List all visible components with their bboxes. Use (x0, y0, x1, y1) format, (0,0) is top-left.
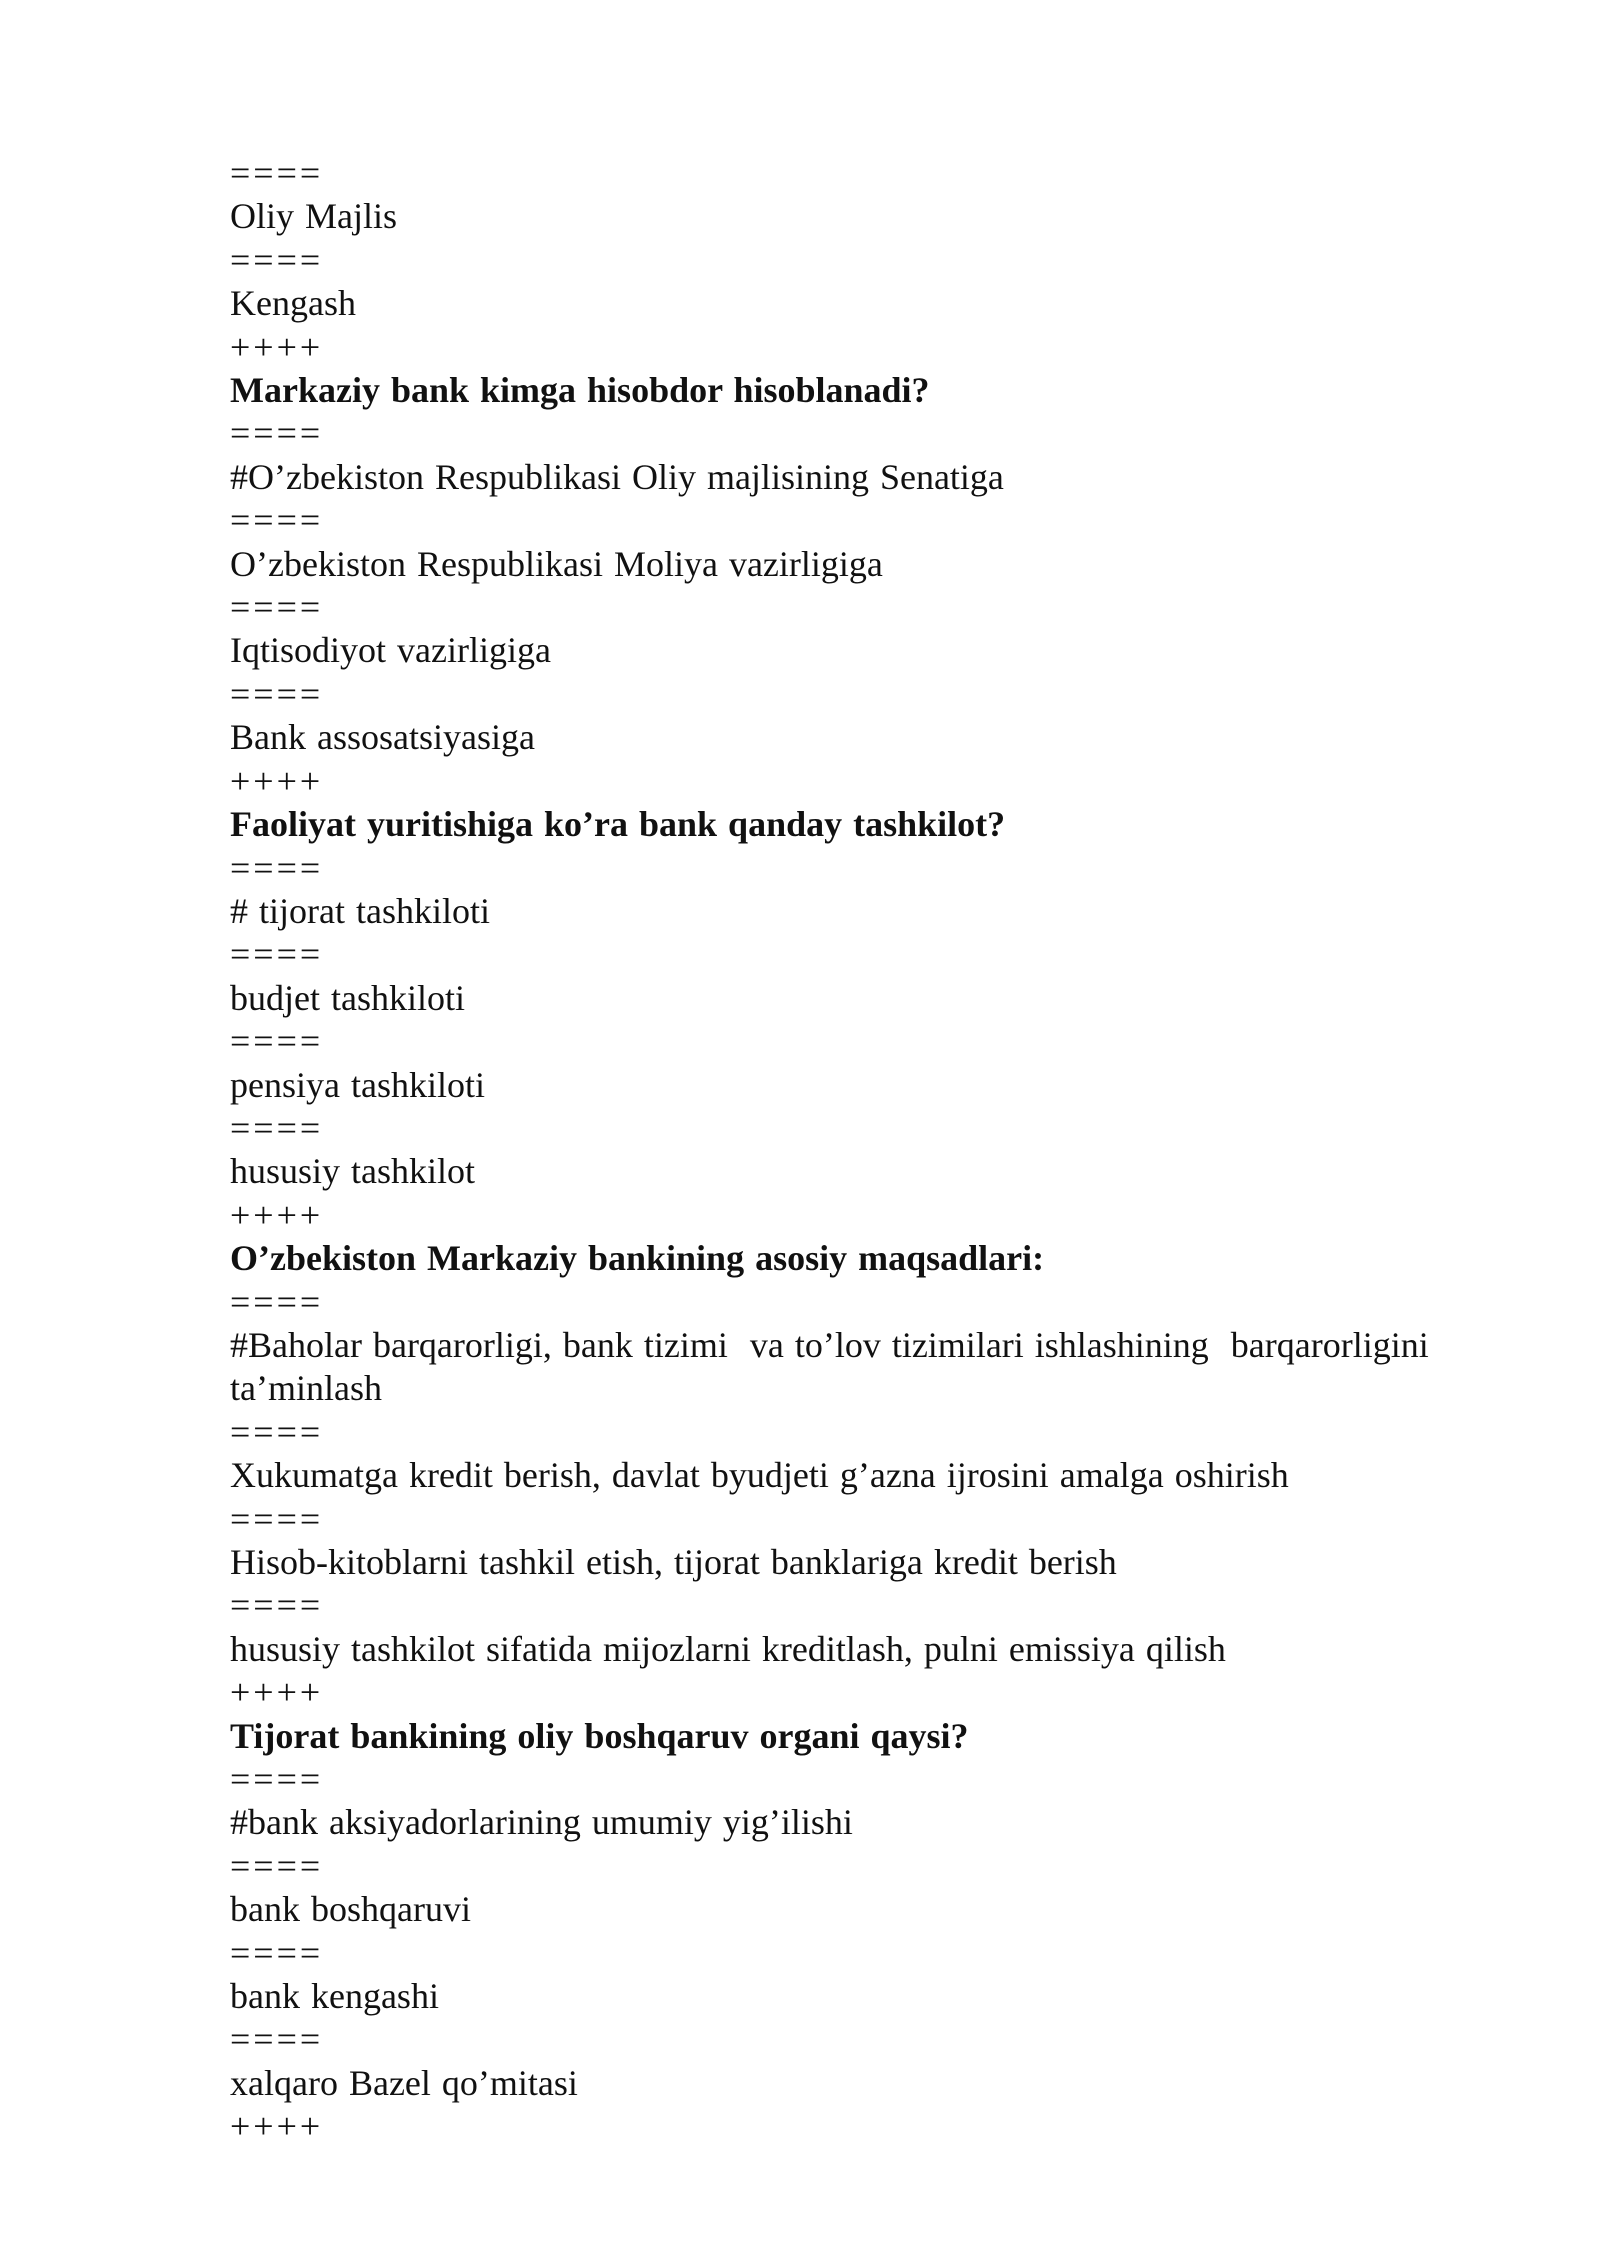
separator: ==== (230, 153, 324, 193)
answer-option: Bank assosatsiyasiga (230, 717, 535, 758)
answer-option-correct: #Baholar barqarorligi, bank tizimi va to’lov tizimilari ishlashining barqarorligini ta’minlash (230, 1324, 1440, 1409)
answer-option: hususiy tashkilot (230, 1151, 476, 1192)
answer-option: Oliy Majlis (230, 196, 398, 237)
question-separator: ++++ (230, 326, 324, 367)
answer-option-correct: #O’zbekiston Respublikasi Oliy majlisining Senatiga (230, 456, 1004, 497)
separator: ==== (230, 1759, 324, 1800)
question-separator: ++++ (230, 1672, 324, 1713)
separator: ==== (230, 1021, 324, 1062)
separator: ==== (230, 1411, 324, 1452)
separator: ==== (230, 673, 324, 714)
separator: ==== (230, 239, 324, 280)
answer-option: Iqtisodiyot vazirligiga (230, 630, 551, 671)
separator: ==== (230, 847, 324, 888)
answer-option: O’zbekiston Respublikasi Moliya vazirligiga (230, 543, 883, 584)
question-text: O’zbekiston Markaziy bankining asosiy maqsadlari: (230, 1238, 1045, 1279)
question-separator: ++++ (230, 1194, 324, 1235)
answer-option: hususiy tashkilot sifatida mijozlarni kreditlash, pulni emissiya qilish (230, 1628, 1226, 1669)
question-separator: ++++ (230, 2106, 324, 2147)
separator: ==== (230, 2019, 324, 2060)
document-page (230, 152, 1495, 2149)
answer-option: bank boshqaruvi (230, 1889, 471, 1930)
answer-option: budjet tashkiloti (230, 977, 465, 1018)
question-text: Faoliyat yuritishiga ko’ra bank qanday tashkilot? (230, 804, 1006, 845)
question-text: Markaziy bank kimga hisobdor hisoblanadi? (230, 370, 930, 411)
separator: ==== (230, 1932, 324, 1973)
answer-option: pensiya tashkiloti (230, 1064, 485, 1105)
separator: ==== (230, 934, 324, 975)
separator: ==== (230, 1498, 324, 1539)
separator: ==== (230, 1281, 324, 1322)
answer-option: xalqaro Bazel qo’mitasi (230, 2062, 578, 2103)
question-text: Tijorat bankining oliy boshqaruv organi qaysi? (230, 1715, 969, 1756)
answer-option: Kengash (230, 283, 356, 324)
separator: ==== (230, 587, 324, 628)
separator: ==== (230, 1585, 324, 1626)
question-separator: ++++ (230, 760, 324, 801)
answer-option-correct: # tijorat tashkiloti (230, 890, 490, 931)
separator: ==== (230, 1107, 324, 1148)
answer-option: Hisob-kitoblarni tashkil etish, tijorat banklariga kredit berish (230, 1542, 1117, 1582)
separator: ==== (230, 413, 324, 454)
separator: ==== (230, 500, 324, 541)
answer-option-correct: #bank aksiyadorlarining umumiy yig’ilishi (230, 1802, 853, 1843)
answer-option: bank kengashi (230, 1976, 439, 2017)
separator: ==== (230, 1845, 324, 1886)
answer-option: Xukumatga kredit berish, davlat byudjeti g’azna ijrosini amalga oshirish (230, 1455, 1289, 1496)
